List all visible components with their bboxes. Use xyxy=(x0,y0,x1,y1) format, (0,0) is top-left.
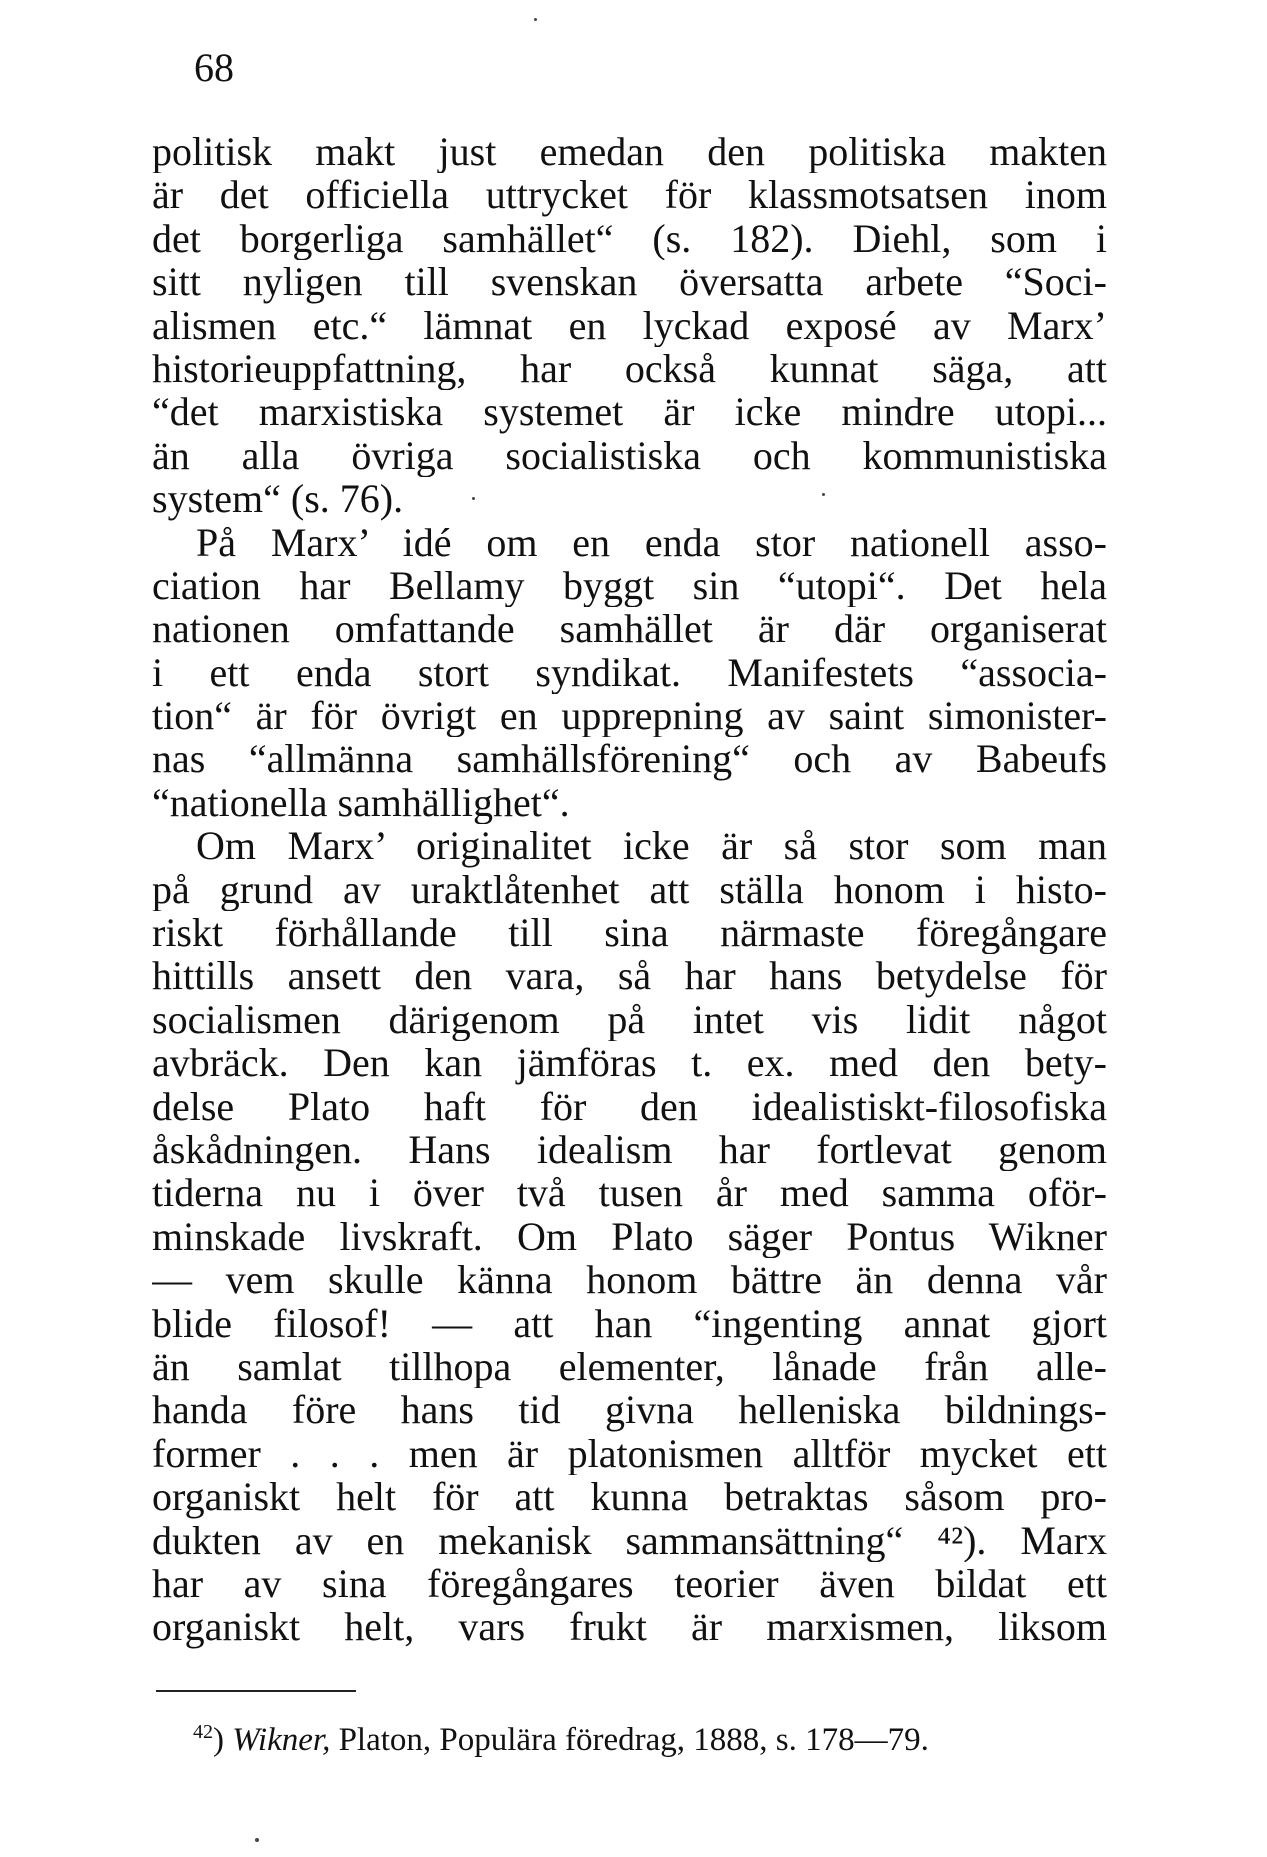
footnote-divider xyxy=(156,1690,356,1692)
text-line: “det marxistiska systemet är icke mindre utopi... xyxy=(152,390,1107,434)
text-line: sitt nyligen till svenskan översatta arbete “Soci- xyxy=(152,260,1107,304)
text-line: är det officiella uttrycket för klassmotsatsen inom xyxy=(152,173,1107,217)
text-line: organiskt helt, vars frukt är marxismen, liksom xyxy=(152,1605,1107,1649)
text-line: än alla övriga socialistiska och kommunistiska xyxy=(152,433,1107,478)
text-line: i ett enda stort syndikat. Manifestets “associa- xyxy=(152,650,1107,695)
text-line: det borgerliga samhället“ (s. 182). Diehl, som i xyxy=(152,216,1107,261)
text-line: på grund av uraktlåtenhet att ställa honom i histo- xyxy=(152,867,1107,912)
text-line: — vem skulle känna honom bättre än denna vår xyxy=(152,1258,1107,1302)
text-line: former . . . men är platonismen alltför mycket ett xyxy=(152,1431,1107,1476)
text-line: än samlat tillhopa elementer, lånade från alle- xyxy=(152,1344,1107,1389)
text-line: nationen omfattande samhället är där organiserat xyxy=(152,607,1107,651)
text-line: Om Marx’ originalitet icke är så stor som man xyxy=(196,824,1107,868)
text-line: organiskt helt för att kunna betraktas såsom pro- xyxy=(152,1475,1107,1519)
text-line: minskade livskraft. Om Plato säger Pontus Wikner xyxy=(152,1214,1107,1259)
footnote-marker: 42 xyxy=(193,1721,213,1743)
text-line: nas “allmänna samhällsförening“ och av Babeufs xyxy=(152,737,1107,781)
footnote xyxy=(193,1712,929,1760)
text-line: system“ (s. 76). xyxy=(152,477,404,521)
text-line: delse Plato haft för den idealistiskt-filosofiska xyxy=(152,1084,1107,1128)
text-line: alismen etc.“ lämnat en lyckad exposé av Marx’ xyxy=(152,303,1107,347)
text-line: ciation har Bellamy byggt sin “utopi“. Det hela xyxy=(152,563,1107,608)
text-line: dukten av en mekanisk sammansättning“ ⁴²). Marx xyxy=(152,1518,1107,1562)
text-line: “nationella samhällighet“. xyxy=(152,780,570,825)
page-number: 68 xyxy=(194,45,234,90)
footnote-paren: ) xyxy=(213,1722,233,1758)
text-line: socialismen därigenom på intet vis lidit något xyxy=(152,997,1107,1042)
text-line: avbräck. Den kan jämföras t. ex. med den bety- xyxy=(152,1041,1107,1085)
text-line: hittills ansett den vara, så har hans betydelse för xyxy=(152,954,1107,998)
text-line: riskt förhållande till sina närmaste föregångare xyxy=(152,911,1107,955)
text-line: åskådningen. Hans idealism har fortlevat genom xyxy=(152,1127,1107,1172)
footnote-author: Wikner, xyxy=(232,1722,331,1758)
print-speck xyxy=(822,493,825,496)
print-speck xyxy=(255,1838,259,1842)
text-line: tiderna nu i över två tusen år med samma oför- xyxy=(152,1171,1107,1215)
text-line: handa före hans tid givna helleniska bildnings- xyxy=(152,1388,1107,1432)
text-line: politisk makt just emedan den politiska makten xyxy=(152,130,1107,174)
text-line: På Marx’ idé om en enda stor nationell asso- xyxy=(196,520,1107,564)
body-text xyxy=(152,130,1107,1649)
text-line: blide filosof! — att han “ingenting annat gjort xyxy=(152,1301,1107,1345)
print-speck xyxy=(472,497,475,500)
footnote-reference: Platon, Populära föredrag, 1888, s. 178—79. xyxy=(330,1722,929,1758)
text-line: tion“ är för övrigt en upprepning av saint simonister- xyxy=(152,694,1107,738)
print-speck xyxy=(534,18,537,21)
text-line: historieuppfattning, har också kunnat säga, att xyxy=(152,346,1107,391)
text-line: har av sina föregångares teorier även bildat ett xyxy=(152,1561,1107,1606)
